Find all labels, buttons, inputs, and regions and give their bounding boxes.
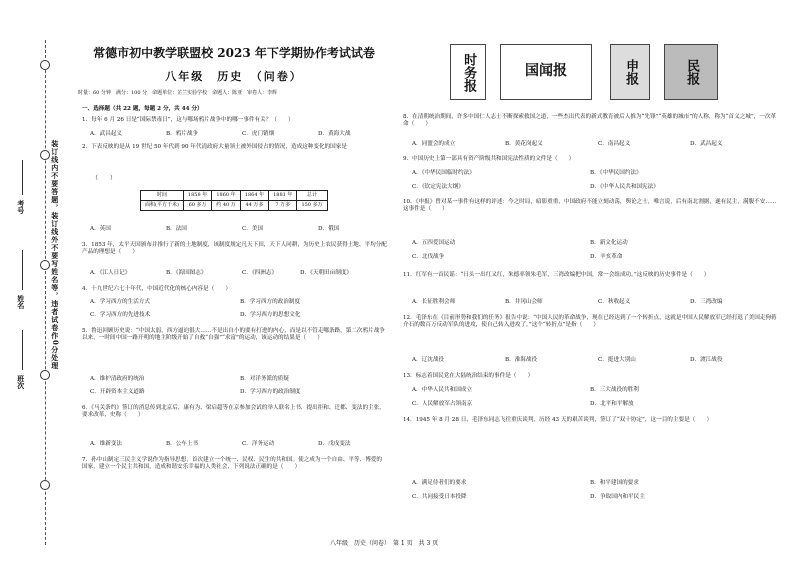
field-line[interactable] <box>22 330 23 370</box>
question-9: 9．中国历史上第一部具有资产阶级共和国宪法性质的文件是（ ） <box>403 156 575 162</box>
option[interactable]: A．长征胜利会师 <box>412 299 456 305</box>
newspaper-images <box>450 44 740 100</box>
table-row-label: 面积(平方千米) <box>141 201 184 211</box>
option[interactable]: B．对洋务派的质疑 <box>240 376 289 382</box>
option[interactable]: A．维护清政府的统治 <box>90 376 145 382</box>
option[interactable]: D．辛亥革命 <box>590 254 623 260</box>
section-heading: 一、选择题（共 22 题，每题 2 分，共 44 分） <box>82 106 203 112</box>
question-6: 6．《马关条约》签订的消息传到北京后，康有为、梁启超等在京参加会试的举人联名上书，提出拒和、迁都、变法的主张，要求改革，史称（ ） <box>82 405 385 418</box>
option[interactable]: D．武昌起义 <box>690 141 723 147</box>
table-header: 1860 年 <box>212 191 241 201</box>
binding-warning: 装订线内不要答题，装订线外不要写姓名等，违者试卷作0分处理 <box>50 140 60 370</box>
option[interactable]: A．武昌起义 <box>90 131 123 137</box>
option[interactable]: D．学习西方的政治制度 <box>240 389 301 395</box>
option[interactable]: D．俄国 <box>318 226 340 232</box>
question-11: 11．红军有一首民谣：“日头一出红又红，朱德率领朱毛军，三湾改编把中国，常一会组成功。”这反映的历史事件是（ ） <box>403 272 710 278</box>
option[interactable]: D．黄海大战 <box>318 131 351 137</box>
option[interactable]: B．学习西方的政治制度 <box>240 299 301 305</box>
exam-meta: 时量：60 分钟 满分：100 分 命题单位：芷兰实验学校 命题人：陈亚 审卷人：李辉 <box>78 90 278 96</box>
option[interactable]: C．人民解放军占领南京 <box>412 401 473 407</box>
option[interactable]: A．同盟会的成立 <box>412 141 456 147</box>
question-2: 2．下表反映的是从 19 世纪 50 年代到 90 年代清政府大量领土被外国侵占的情况，造成这种变化的国家是 <box>82 144 347 150</box>
question-12: 12．毛泽东在《目前形势和我们的任务》报告中说：“中国人民的革命战争，现在已经达到了一个转折点，这就是中国人民解放军已经打退了美国走狗蒋介石的数百万反动军队的进攻，使自己转入进攻了。”这个“转折点”是指（ ） <box>403 315 777 328</box>
option[interactable]: A．《江人日记》 <box>90 270 131 276</box>
field-class: 班次 <box>16 375 26 389</box>
option[interactable]: C．虎门销烟 <box>242 131 275 137</box>
field-line[interactable] <box>22 160 23 195</box>
option[interactable]: C．洋务运动 <box>242 441 275 447</box>
question-4: 4．十九世纪六七十年代，中国近代化的核心内容是（ ） <box>82 286 231 292</box>
option[interactable]: C．秋收起义 <box>598 299 631 305</box>
table-cell: 约 40 万 <box>212 201 241 211</box>
question-13: 13．标志着国民党在大陆统治结束的事件是（ ） <box>403 373 534 379</box>
option[interactable]: C．南昌起义 <box>598 141 631 147</box>
option[interactable]: B．井冈山会师 <box>505 299 543 305</box>
option[interactable]: D．《中华人民共和国宪法》 <box>590 184 659 190</box>
option[interactable]: A．辽沈战役 <box>412 357 445 363</box>
table-cell: 44 万多 <box>240 201 268 211</box>
option[interactable]: A．中华人民共和国成立 <box>412 387 472 393</box>
option[interactable]: C．学习西方的先进技术 <box>90 312 151 318</box>
binding-hole <box>40 480 50 490</box>
newspaper-masthead: 民报 <box>664 44 718 100</box>
option[interactable]: D．渡江战役 <box>690 357 723 363</box>
table-header: 总计 <box>297 191 327 201</box>
field-exam-number: 考号 <box>16 200 26 214</box>
option[interactable]: D．戊戌变法 <box>318 441 351 447</box>
option[interactable]: C．开辟资本主义道路 <box>90 389 145 395</box>
option[interactable]: B．鸦片战争 <box>166 131 199 137</box>
table-header: 1864 年 <box>240 191 268 201</box>
table-header: 1881 年 <box>269 191 297 201</box>
option[interactable]: C．《钦定宪法大纲》 <box>412 184 464 190</box>
option[interactable]: C．挺进大别山 <box>598 357 636 363</box>
option[interactable]: B．公车上书 <box>166 441 199 447</box>
territory-table <box>140 190 328 211</box>
question-5: 5．鲁迅回顾历史说：“中国太弱，西方逼迫很大……不是出自小的要有打进的内心，而是以不管走哪条路，第二次鸦片战争以来，一时间中国一路开明的地主阶级开始了自救“自强”“求富”的运动，该运动的结果是（ ） <box>82 328 385 341</box>
exam-title: 常德市初中教学联盟校 2023 年下学期协作考试试卷 <box>93 46 375 60</box>
binding-hole <box>40 150 50 160</box>
table-header: 时间 <box>141 191 184 201</box>
newspaper-masthead: 时务报 <box>450 44 486 100</box>
option[interactable]: B．淮海战役 <box>505 357 538 363</box>
newspaper-masthead: 申报 <box>610 44 650 100</box>
option[interactable]: D．《天朝田亩制度》 <box>300 270 353 276</box>
option[interactable]: A．五四爱国运动 <box>412 240 456 246</box>
option[interactable]: C．《四洲志》 <box>242 270 278 276</box>
option[interactable]: D．三湾改编 <box>690 299 723 305</box>
binding-hole <box>40 260 50 270</box>
binding-sidebar <box>0 0 76 561</box>
option[interactable]: B．黄花岗起义 <box>505 141 543 147</box>
question-3: 3．1853 年，太平天国颁布并推行了新的土地制度，该制度规定凡天下田，天下人同耕，为历史上农民获得土地、平均分配产品的理想是（ ） <box>82 242 387 255</box>
option[interactable]: B．和平建国的要求 <box>590 480 639 486</box>
field-name: 姓名 <box>16 295 26 309</box>
answer-bracket: （ ） <box>92 175 117 182</box>
field-line[interactable] <box>22 250 23 290</box>
option[interactable]: A．学习西方的生活方式 <box>90 299 150 305</box>
option[interactable]: B．《中华民国约法》 <box>590 170 642 176</box>
option[interactable]: B．法国 <box>166 226 187 232</box>
question-10: 10．《申报》曾对某一事件有这样的评述：今之时局，暗影重重，中国政府不能立刻动荡，舆论之士，唯言说，后有南北割据，遂有民主，满腹不安……这事件是（ ） <box>403 199 777 212</box>
binding-hole <box>40 370 50 380</box>
option[interactable]: B．《海国图志》 <box>166 270 207 276</box>
option[interactable]: A．英国 <box>90 226 111 232</box>
newspaper-masthead: 国闻报 <box>500 44 592 100</box>
question-8: 8．在清朝统治期间，许多中国仁人志士不断探索救国之道，一些杰出代表的新式教育被后人推为“先锋”“英雄的城市”的人称，称为“首义之城”，一次革命（ ） <box>403 114 777 127</box>
option[interactable]: A．维新变法 <box>90 441 123 447</box>
option[interactable]: C．美国 <box>242 226 264 232</box>
table-header: 1858 年 <box>183 191 211 201</box>
question-7: 7．孙中山制定三民主义学说作为指导思想，首次建立一个统一、民权、民生的共和国。使之成为一个自由、平等、博爱的国家，建立一个民主共和国，造成和谐安乐幸福的人类社会，下列说法正确的是（ ） <box>82 457 383 470</box>
question-1: 1．每年 6 月 26 日是“国际禁毒日”，这与哪场鸦片战争中的哪一事件有关？（ ） <box>82 117 294 123</box>
question-14: 14．1945 年 8 月 28 日，毛泽东同志飞往重庆谈判，历经 43 天的艰苦谈判，签订了“双十协定”，这一目的主要是（ ） <box>403 417 713 423</box>
option[interactable]: A．《中华民国临时约法》 <box>412 170 475 176</box>
option[interactable]: C．北伐战争 <box>412 254 445 260</box>
option[interactable]: B．新文化运动 <box>590 240 628 246</box>
option[interactable]: D．争取国内和平民主 <box>590 494 645 500</box>
binding-hole <box>40 60 50 70</box>
page-footer: 八年级 历史（问卷） 第 1 页 共 3 页 <box>330 540 439 547</box>
option[interactable]: C．共同接受日本投降 <box>412 494 467 500</box>
exam-subtitle: 八年级 历史 （问卷） <box>165 70 303 83</box>
option[interactable]: D．北平和平解放 <box>590 401 634 407</box>
option[interactable]: A．满足侍者们的要求 <box>412 480 467 486</box>
table-cell: 60 多万 <box>183 201 211 211</box>
table-cell: 150 多万 <box>297 201 327 211</box>
binding-line <box>45 40 46 545</box>
table-cell: 7 万多 <box>269 201 297 211</box>
option[interactable]: D．学习西方的思想文化 <box>240 312 301 318</box>
option[interactable]: B．三大战役的胜利 <box>590 387 639 393</box>
